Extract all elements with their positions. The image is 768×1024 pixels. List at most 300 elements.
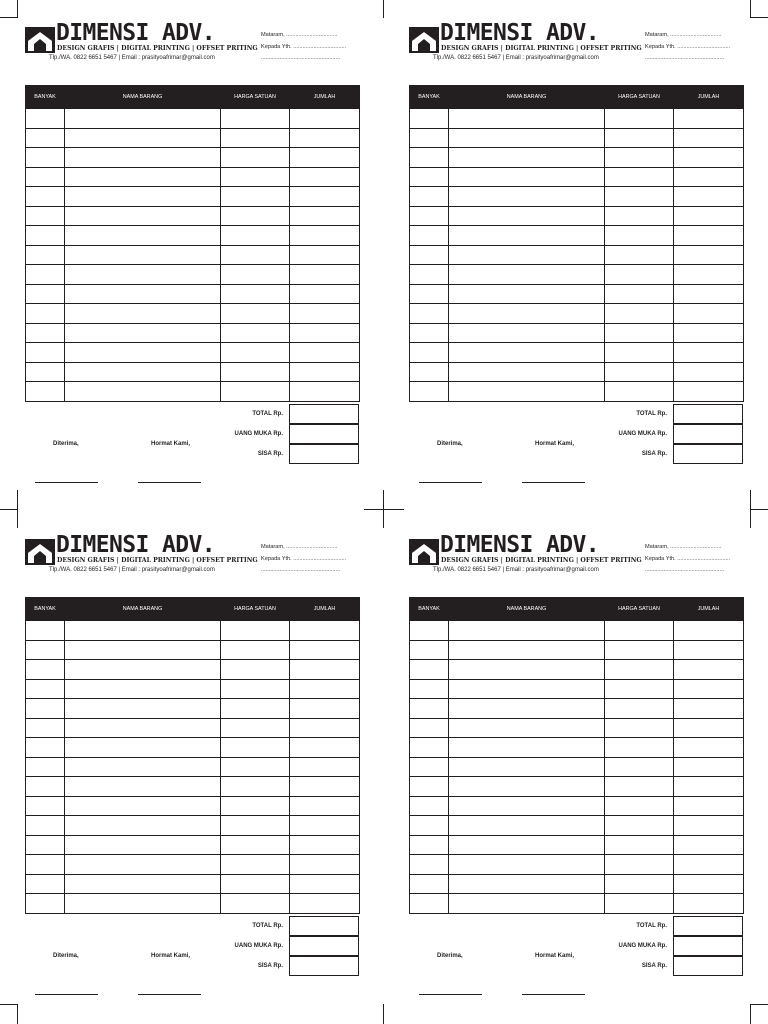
crop-mark xyxy=(364,509,404,510)
cell-item-name xyxy=(65,874,221,894)
items-table xyxy=(409,85,744,402)
balance-box xyxy=(673,444,743,464)
received-signature-line xyxy=(35,994,98,995)
cell-unit-price xyxy=(605,738,674,758)
cell-item-name xyxy=(449,660,605,680)
cell-qty xyxy=(410,187,449,207)
table-row xyxy=(26,640,360,660)
cell-amount xyxy=(674,796,744,816)
cell-item-name xyxy=(65,265,221,285)
items-table xyxy=(409,597,744,914)
cell-qty xyxy=(410,226,449,246)
cell-qty xyxy=(26,738,65,758)
column-header-unit-price: HARGA SATUAN xyxy=(605,598,674,621)
cell-item-name xyxy=(449,855,605,875)
regards-signature-line xyxy=(522,994,585,995)
table-header-row xyxy=(26,86,360,109)
table-row xyxy=(410,660,744,680)
brand-tagline: DESIGN GRAFIS | DIGITAL PRINTING | OFFSET PRITING xyxy=(441,557,642,564)
cell-amount xyxy=(674,206,744,226)
cell-unit-price xyxy=(605,343,674,363)
place-date-field: Mataram, ................................. xyxy=(261,32,338,38)
brand-tagline: DESIGN GRAFIS | DIGITAL PRINTING | OFFSET PRITING xyxy=(57,557,258,564)
received-signature-label: Diterima, xyxy=(437,953,463,959)
cell-amount xyxy=(674,304,744,324)
balance-label: SISA Rp. xyxy=(641,963,667,969)
cell-item-name xyxy=(449,679,605,699)
cell-item-name xyxy=(65,323,221,343)
cell-amount xyxy=(290,323,360,343)
cell-item-name xyxy=(65,757,221,777)
cell-unit-price xyxy=(221,226,290,246)
cell-amount xyxy=(290,109,360,129)
table-row xyxy=(410,621,744,641)
cell-item-name xyxy=(65,894,221,914)
down-payment-box xyxy=(673,424,743,444)
cell-item-name xyxy=(65,816,221,836)
column-header-amount: JUMLAH xyxy=(674,598,744,621)
cell-amount xyxy=(674,894,744,914)
table-row xyxy=(410,128,744,148)
table-row xyxy=(26,304,360,324)
cell-qty xyxy=(410,206,449,226)
cell-amount xyxy=(674,660,744,680)
cell-amount xyxy=(290,835,360,855)
cell-qty xyxy=(26,187,65,207)
cell-amount xyxy=(290,245,360,265)
cell-item-name xyxy=(449,835,605,855)
regards-signature-label: Hormat Kami, xyxy=(535,953,575,959)
cell-qty xyxy=(410,362,449,382)
cell-unit-price xyxy=(605,265,674,285)
cell-qty xyxy=(26,816,65,836)
cell-amount xyxy=(290,777,360,797)
crop-mark xyxy=(750,0,751,18)
cell-unit-price xyxy=(221,757,290,777)
dimensi-logo-icon xyxy=(25,539,55,565)
cell-amount xyxy=(674,699,744,719)
cell-item-name xyxy=(65,855,221,875)
table-row xyxy=(410,738,744,758)
balance-label: SISA Rp. xyxy=(257,963,283,969)
crop-mark xyxy=(750,1004,768,1005)
balance-box xyxy=(673,956,743,976)
cell-item-name xyxy=(65,109,221,129)
cell-item-name xyxy=(65,718,221,738)
cell-amount xyxy=(674,816,744,836)
cell-item-name xyxy=(449,304,605,324)
cell-amount xyxy=(290,362,360,382)
total-box xyxy=(289,404,359,424)
cell-amount xyxy=(290,265,360,285)
recipient-blank-line: ................................................... xyxy=(261,567,341,573)
column-header-item-name: NAMA BARANG xyxy=(65,86,221,109)
table-row xyxy=(26,777,360,797)
cell-qty xyxy=(26,835,65,855)
brand-name: DIMENSI ADV. xyxy=(56,20,215,46)
cell-unit-price xyxy=(605,621,674,641)
cell-qty xyxy=(26,718,65,738)
cell-item-name xyxy=(449,323,605,343)
recipient-field: Kepada Yth. .................................. xyxy=(261,556,347,562)
crop-mark xyxy=(17,0,18,18)
cell-qty xyxy=(26,148,65,168)
down-payment-box xyxy=(289,424,359,444)
cell-qty xyxy=(410,874,449,894)
cell-qty xyxy=(26,679,65,699)
table-row xyxy=(26,718,360,738)
column-header-qty: BANYAK xyxy=(26,598,65,621)
cell-unit-price xyxy=(605,206,674,226)
cell-unit-price xyxy=(221,874,290,894)
brand-contact: Tlp./WA. 0822 6651 5467 | Email : prasityoafrimar@gmail.com xyxy=(49,567,215,573)
cell-amount xyxy=(674,757,744,777)
cell-unit-price xyxy=(221,128,290,148)
cell-amount xyxy=(290,187,360,207)
total-label: TOTAL Rp. xyxy=(636,923,667,929)
cell-item-name xyxy=(65,343,221,363)
items-table xyxy=(25,597,360,914)
table-header-row xyxy=(410,598,744,621)
table-row xyxy=(26,226,360,246)
cell-amount xyxy=(674,323,744,343)
cell-unit-price xyxy=(221,855,290,875)
cell-item-name xyxy=(449,796,605,816)
crop-mark xyxy=(750,490,751,528)
down-payment-label: UANG MUKA Rp. xyxy=(618,431,667,437)
cell-unit-price xyxy=(221,816,290,836)
cell-unit-price xyxy=(221,206,290,226)
column-header-item-name: NAMA BARANG xyxy=(65,598,221,621)
cell-unit-price xyxy=(605,382,674,402)
cell-unit-price xyxy=(221,148,290,168)
cell-unit-price xyxy=(605,640,674,660)
cell-qty xyxy=(26,206,65,226)
received-signature-line xyxy=(419,994,482,995)
cell-unit-price xyxy=(221,835,290,855)
cell-amount xyxy=(290,284,360,304)
down-payment-label: UANG MUKA Rp. xyxy=(234,431,283,437)
cell-amount xyxy=(290,382,360,402)
cell-amount xyxy=(290,640,360,660)
cell-qty xyxy=(26,167,65,187)
table-row xyxy=(410,284,744,304)
cell-amount xyxy=(674,187,744,207)
table-row xyxy=(26,738,360,758)
cell-item-name xyxy=(65,777,221,797)
cell-qty xyxy=(26,621,65,641)
cell-unit-price xyxy=(221,679,290,699)
cell-item-name xyxy=(449,245,605,265)
brand-contact: Tlp./WA. 0822 6651 5467 | Email : prasityoafrimar@gmail.com xyxy=(433,567,599,573)
regards-signature-label: Hormat Kami, xyxy=(535,441,575,447)
cell-amount xyxy=(674,167,744,187)
cell-unit-price xyxy=(605,855,674,875)
cell-item-name xyxy=(65,245,221,265)
received-signature-label: Diterima, xyxy=(53,953,79,959)
crop-mark xyxy=(750,509,768,510)
cell-qty xyxy=(410,621,449,641)
total-box xyxy=(289,916,359,936)
table-row xyxy=(410,777,744,797)
total-label: TOTAL Rp. xyxy=(252,923,283,929)
cell-unit-price xyxy=(221,738,290,758)
cell-unit-price xyxy=(221,265,290,285)
cell-amount xyxy=(674,284,744,304)
regards-signature-line xyxy=(138,482,201,483)
table-row xyxy=(410,757,744,777)
table-row xyxy=(26,362,360,382)
cell-item-name xyxy=(449,362,605,382)
cell-amount xyxy=(674,109,744,129)
cell-amount xyxy=(290,226,360,246)
cell-unit-price xyxy=(605,835,674,855)
cell-qty xyxy=(410,382,449,402)
table-row xyxy=(26,816,360,836)
cell-unit-price xyxy=(605,187,674,207)
cell-amount xyxy=(290,796,360,816)
received-signature-label: Diterima, xyxy=(53,441,79,447)
table-row xyxy=(26,148,360,168)
cell-qty xyxy=(26,323,65,343)
crop-mark xyxy=(750,1004,751,1024)
cell-unit-price xyxy=(605,226,674,246)
column-header-qty: BANYAK xyxy=(410,598,449,621)
cell-amount xyxy=(674,343,744,363)
cell-item-name xyxy=(449,206,605,226)
cell-item-name xyxy=(65,128,221,148)
table-row xyxy=(26,699,360,719)
column-header-qty: BANYAK xyxy=(410,86,449,109)
cell-unit-price xyxy=(221,323,290,343)
cell-amount xyxy=(290,206,360,226)
table-row xyxy=(410,206,744,226)
crop-mark xyxy=(0,1004,18,1005)
cell-amount xyxy=(290,874,360,894)
cell-item-name xyxy=(65,796,221,816)
cell-unit-price xyxy=(605,245,674,265)
cell-qty xyxy=(410,660,449,680)
cell-item-name xyxy=(449,284,605,304)
column-header-unit-price: HARGA SATUAN xyxy=(221,86,290,109)
cell-item-name xyxy=(65,382,221,402)
total-box xyxy=(673,404,743,424)
table-row xyxy=(26,323,360,343)
cell-amount xyxy=(290,855,360,875)
cell-qty xyxy=(410,796,449,816)
cell-unit-price xyxy=(221,245,290,265)
cell-unit-price xyxy=(605,894,674,914)
cell-amount xyxy=(290,621,360,641)
balance-label: SISA Rp. xyxy=(641,451,667,457)
brand-name: DIMENSI ADV. xyxy=(440,532,599,558)
cell-qty xyxy=(26,128,65,148)
cell-amount xyxy=(674,640,744,660)
cell-item-name xyxy=(65,226,221,246)
column-header-unit-price: HARGA SATUAN xyxy=(221,598,290,621)
cell-unit-price xyxy=(605,777,674,797)
cell-item-name xyxy=(65,679,221,699)
cell-item-name xyxy=(65,187,221,207)
cell-unit-price xyxy=(605,128,674,148)
table-row xyxy=(410,343,744,363)
crop-mark xyxy=(383,490,384,528)
cell-item-name xyxy=(449,226,605,246)
cell-item-name xyxy=(449,382,605,402)
table-row xyxy=(26,757,360,777)
cell-item-name xyxy=(449,640,605,660)
cell-unit-price xyxy=(221,167,290,187)
cell-qty xyxy=(26,757,65,777)
cell-item-name xyxy=(65,362,221,382)
cell-qty xyxy=(26,362,65,382)
cell-qty xyxy=(26,796,65,816)
cell-item-name xyxy=(449,894,605,914)
cell-unit-price xyxy=(221,699,290,719)
cell-item-name xyxy=(65,148,221,168)
received-signature-line xyxy=(35,482,98,483)
column-header-unit-price: HARGA SATUAN xyxy=(605,86,674,109)
regards-signature-line xyxy=(522,482,585,483)
cell-amount xyxy=(674,621,744,641)
cell-unit-price xyxy=(605,874,674,894)
recipient-field: Kepada Yth. .................................. xyxy=(645,556,731,562)
crop-mark xyxy=(17,490,18,528)
cell-unit-price xyxy=(221,382,290,402)
cell-item-name xyxy=(449,718,605,738)
cell-amount xyxy=(290,757,360,777)
recipient-blank-line: ................................................... xyxy=(645,567,725,573)
cell-amount xyxy=(674,226,744,246)
cell-unit-price xyxy=(605,284,674,304)
cell-qty xyxy=(26,660,65,680)
brand-tagline: DESIGN GRAFIS | DIGITAL PRINTING | OFFSET PRITING xyxy=(57,45,258,52)
recipient-blank-line: ................................................... xyxy=(645,55,725,61)
cell-unit-price xyxy=(221,621,290,641)
table-row xyxy=(26,621,360,641)
dimensi-logo-icon xyxy=(25,27,55,53)
cell-amount xyxy=(674,245,744,265)
cell-unit-price xyxy=(605,699,674,719)
down-payment-box xyxy=(673,936,743,956)
cell-item-name xyxy=(449,874,605,894)
cell-qty xyxy=(26,640,65,660)
received-signature-line xyxy=(419,482,482,483)
table-header-row xyxy=(26,598,360,621)
cell-qty xyxy=(410,148,449,168)
cell-item-name xyxy=(449,128,605,148)
cell-item-name xyxy=(65,206,221,226)
cell-unit-price xyxy=(605,660,674,680)
recipient-field: Kepada Yth. .................................. xyxy=(645,44,731,50)
crop-mark xyxy=(383,1004,384,1024)
invoice-form xyxy=(409,532,745,1008)
cell-item-name xyxy=(449,757,605,777)
cell-amount xyxy=(290,660,360,680)
table-row xyxy=(26,128,360,148)
cell-qty xyxy=(410,304,449,324)
column-header-item-name: NAMA BARANG xyxy=(449,86,605,109)
down-payment-label: UANG MUKA Rp. xyxy=(234,943,283,949)
regards-signature-label: Hormat Kami, xyxy=(151,441,191,447)
column-header-amount: JUMLAH xyxy=(290,598,360,621)
table-row xyxy=(410,894,744,914)
brand-contact: Tlp./WA. 0822 6651 5467 | Email : prasityoafrimar@gmail.com xyxy=(433,55,599,61)
table-row xyxy=(26,894,360,914)
cell-unit-price xyxy=(221,109,290,129)
brand-name: DIMENSI ADV. xyxy=(56,532,215,558)
cell-qty xyxy=(410,894,449,914)
crop-mark xyxy=(0,17,18,18)
cell-qty xyxy=(410,679,449,699)
cell-amount xyxy=(290,738,360,758)
crop-mark xyxy=(0,509,18,510)
table-row xyxy=(410,679,744,699)
table-row xyxy=(26,109,360,129)
cell-amount xyxy=(674,777,744,797)
column-header-qty: BANYAK xyxy=(26,86,65,109)
cell-qty xyxy=(26,382,65,402)
table-row xyxy=(410,816,744,836)
cell-amount xyxy=(674,718,744,738)
invoice-form xyxy=(25,20,361,496)
cell-item-name xyxy=(65,660,221,680)
cell-unit-price xyxy=(605,148,674,168)
cell-item-name xyxy=(65,640,221,660)
cell-qty xyxy=(410,777,449,797)
brand-name: DIMENSI ADV. xyxy=(440,20,599,46)
balance-box xyxy=(289,444,359,464)
table-row xyxy=(410,640,744,660)
table-row xyxy=(410,226,744,246)
table-row xyxy=(410,855,744,875)
cell-amount xyxy=(290,167,360,187)
cell-unit-price xyxy=(605,323,674,343)
table-row xyxy=(26,660,360,680)
cell-qty xyxy=(26,304,65,324)
table-row xyxy=(26,796,360,816)
brand-contact: Tlp./WA. 0822 6651 5467 | Email : prasityoafrimar@gmail.com xyxy=(49,55,215,61)
table-row xyxy=(26,265,360,285)
cell-unit-price xyxy=(221,796,290,816)
cell-qty xyxy=(26,894,65,914)
place-date-field: Mataram, ................................. xyxy=(645,32,722,38)
cell-item-name xyxy=(449,148,605,168)
crop-mark xyxy=(750,17,768,18)
cell-qty xyxy=(410,265,449,285)
cell-unit-price xyxy=(221,304,290,324)
cell-unit-price xyxy=(605,757,674,777)
cell-unit-price xyxy=(605,796,674,816)
cell-amount xyxy=(290,699,360,719)
dimensi-logo-icon xyxy=(409,27,439,53)
cell-item-name xyxy=(65,167,221,187)
cell-item-name xyxy=(449,167,605,187)
crop-mark xyxy=(17,1004,18,1024)
cell-qty xyxy=(26,265,65,285)
cell-qty xyxy=(26,226,65,246)
cell-amount xyxy=(674,265,744,285)
invoice-form xyxy=(25,532,361,1008)
table-row xyxy=(26,835,360,855)
cell-unit-price xyxy=(221,894,290,914)
cell-amount xyxy=(674,738,744,758)
table-row xyxy=(410,304,744,324)
total-label: TOTAL Rp. xyxy=(252,411,283,417)
invoice-form xyxy=(409,20,745,496)
cell-unit-price xyxy=(221,660,290,680)
cell-qty xyxy=(410,167,449,187)
